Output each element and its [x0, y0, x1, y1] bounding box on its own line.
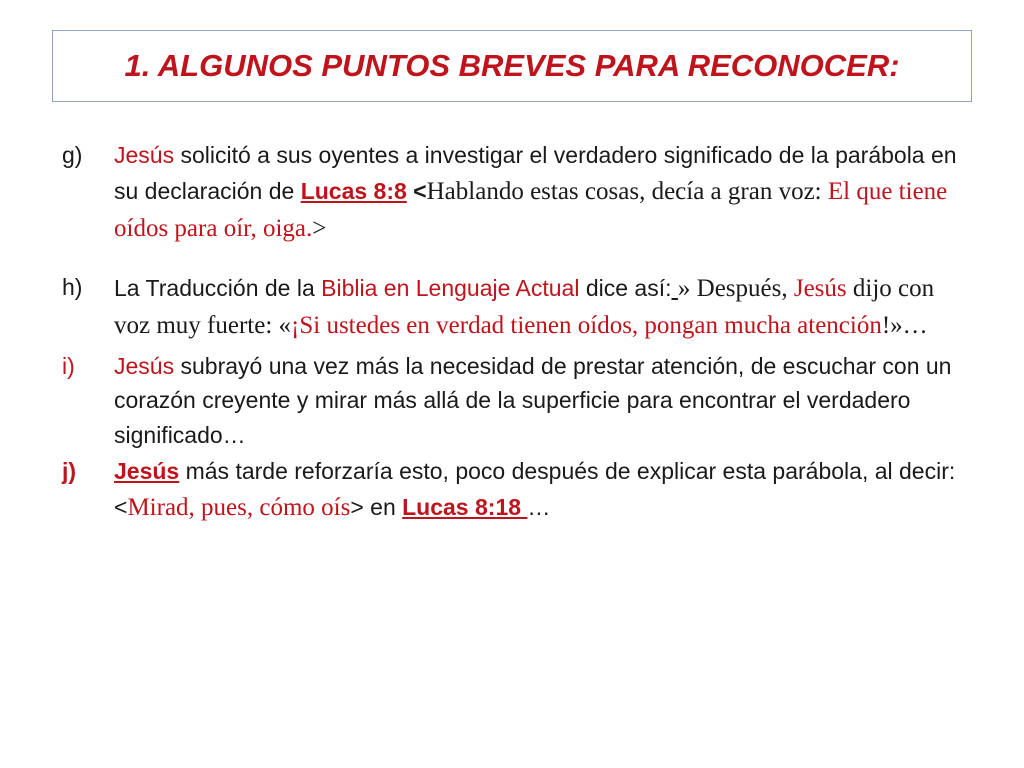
angle-close: > [312, 215, 327, 242]
quote-highlight: Mirad, pues, cómo oís [127, 493, 351, 521]
item-marker: h) [62, 273, 83, 300]
quote-text: dijo con voz muy fuerte: « [114, 274, 935, 339]
item-marker: g) [62, 142, 83, 168]
list-item-j [62, 454, 962, 526]
item-marker: j) [62, 458, 77, 484]
item-marker: i) [62, 352, 75, 379]
scripture-reference: Lucas 8:18 [402, 493, 528, 520]
item-text: > en [350, 493, 403, 520]
jesus-text: Jesús [114, 352, 175, 379]
item-text: dice así: [579, 274, 672, 301]
bullet-list [62, 138, 962, 526]
list-item-i [62, 349, 962, 453]
item-text: más tarde reforzaría esto, poco después de explicar esta parábola, al decir: < [114, 458, 956, 520]
page-title: 1. ALGUNOS PUNTOS BREVES PARA RECONOCER: [124, 48, 900, 83]
jesus-text: Jesús [793, 274, 847, 302]
jesus-text: Jesús [114, 458, 180, 484]
angle-open: < [406, 177, 427, 204]
item-text: La Traducción de la [114, 274, 322, 301]
quote-text: Hablando estas cosas, decía a gran voz: [426, 177, 828, 205]
quote-highlight: ¡Si ustedes en verdad tienen oídos, pongan mucha atención [291, 312, 882, 339]
list-item-h [62, 270, 962, 345]
scripture-reference: Lucas 8:8 [300, 177, 407, 204]
bible-name: Biblia en Lenguaje Actual [321, 274, 580, 301]
title-box [52, 30, 972, 102]
quote-text: » Después, [677, 274, 794, 302]
item-text: solicitó a sus oyentes a investigar el verdadero significado de la parábola en su declaración de [114, 142, 957, 204]
ellipsis: … [527, 493, 551, 520]
item-text: subrayó una vez más la necesidad de prestar atención, de escuchar con un corazón creyente y mirar más allá de la superficie para encontrar el verdadero significado… [114, 352, 952, 448]
quote-highlight: El que tiene oídos para oír, oiga. [114, 177, 948, 242]
jesus-text: Jesús [114, 142, 175, 168]
quote-end: !»… [881, 312, 928, 339]
list-item-g [62, 138, 962, 248]
